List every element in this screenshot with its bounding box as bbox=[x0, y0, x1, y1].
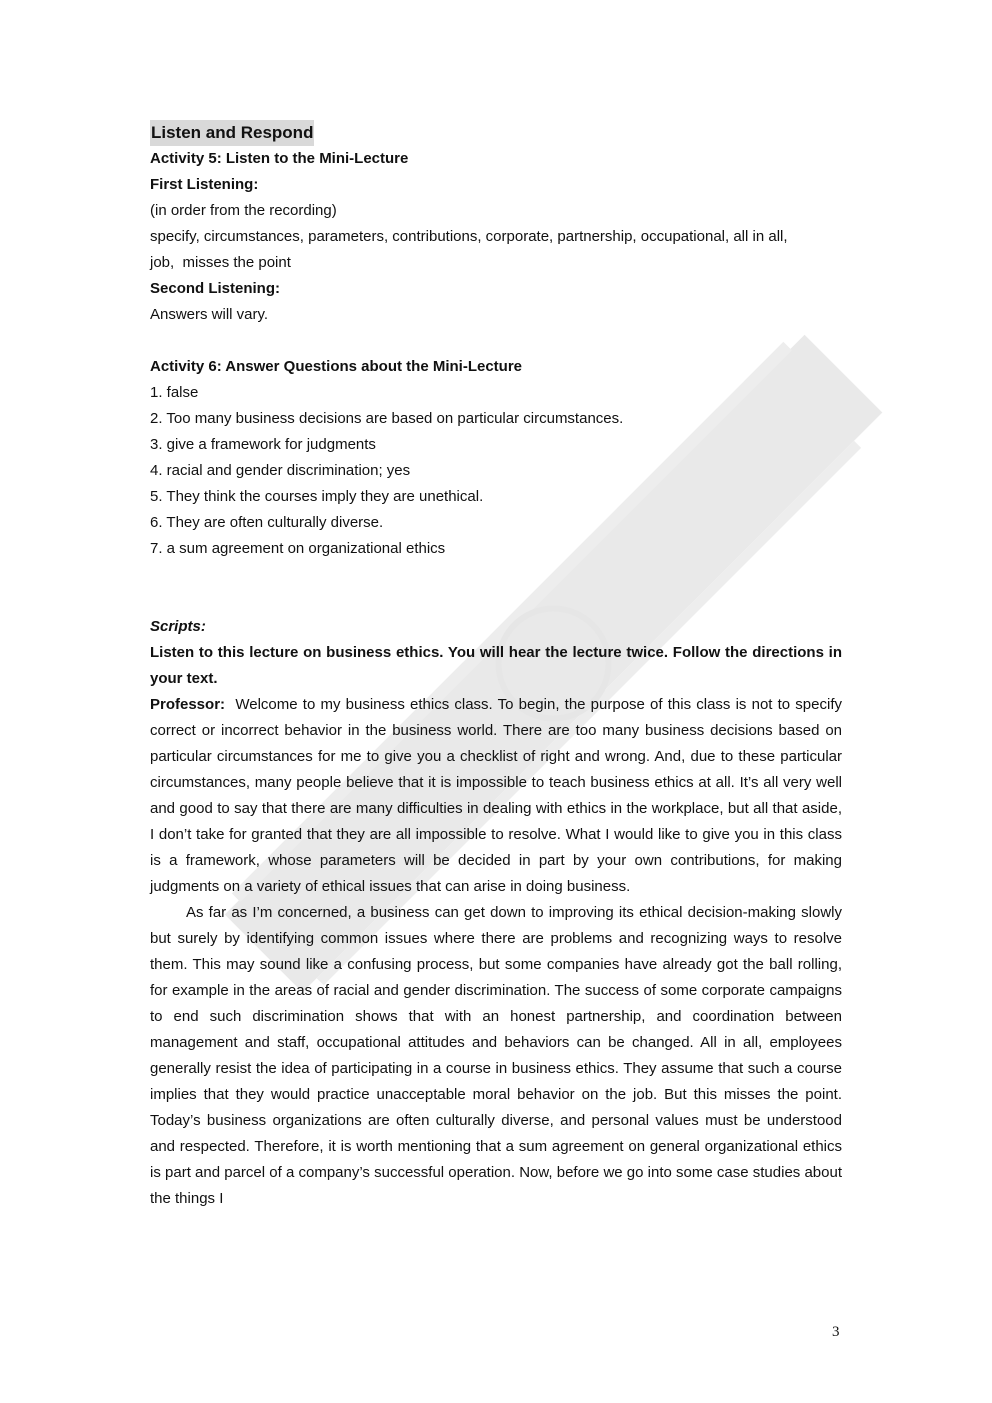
answer-item: 7. a sum agreement on organizational ethics bbox=[150, 540, 446, 557]
first-listening-words-line2: job, misses the point bbox=[150, 254, 291, 271]
spacer bbox=[150, 562, 842, 614]
answer-item: 5. They think the courses imply they are unethical. bbox=[150, 488, 484, 505]
document-body bbox=[150, 120, 842, 1212]
professor-label: Professor: bbox=[150, 696, 226, 713]
page-number: 3 bbox=[832, 1324, 840, 1340]
script-paragraph-2: As far as I’m concerned, a business can get down to improving its ethical decision-making slowly but surely by identifying common issues where there are problems and recognizing ways to resolve them. This may sound like a confusing process, but some companies have already got the ball rolling, for example in the areas of racial and gender discrimination. The success of some corporate campaigns to end such discrimination shows that with an honest partnership, and coordination between management and staff, occupational attitudes and behaviors can be changed. All in all, employees generally resist the idea of participating in a course in business ethics. They assume that such a course implies that they would practice unacceptable moral behavior on the job. But this misses the point. Today’s business organizations are often culturally diverse, and personal values must be understood and respected. Therefore, it is worth mentioning that a sum agreement on general organizational ethics is part and parcel of a company’s successful operation. Now, before we go into some case studies about the things I bbox=[150, 904, 842, 1207]
script-instruction: Listen to this lecture on business ethics. You will hear the lecture twice. Follow the directions in your text. bbox=[150, 644, 842, 687]
activity6-title: Activity 6: Answer Questions about the Mini-Lecture bbox=[150, 358, 522, 375]
second-listening-label: Second Listening: bbox=[150, 280, 281, 297]
first-listening-note: (in order from the recording) bbox=[150, 202, 337, 219]
answer-item: 6. They are often culturally diverse. bbox=[150, 514, 384, 531]
answer-item: 4. racial and gender discrimination; yes bbox=[150, 462, 411, 479]
script-paragraph-1 bbox=[150, 692, 842, 900]
first-listening-words-line1: specify, circumstances, parameters, contributions, corporate, partnership, occupational, all in all, bbox=[150, 228, 788, 245]
paragraph-1-text: Welcome to my business ethics class. To begin, the purpose of this class is not to specify correct or incorrect behavior in the business world. There are too many business decisions based on particular circumstances for me to give you a checklist of right and wrong. And, due to these particular circumstances, many people believe that it is impossible to teach business ethics at all. It’s all very well and good to say that there are many difficulties in dealing with ethics in the workplace, but all that aside, I don’t take for granted that they are all impossible to resolve. What I would like to give you in this class is a framework, whose parameters will be decided in part by your own contributions, for making judgments on a variety of ethical issues that can arise in doing business. bbox=[150, 696, 842, 895]
scripts-label: Scripts: bbox=[150, 618, 206, 635]
spacer bbox=[150, 328, 842, 354]
answer-item: 1. false bbox=[150, 384, 199, 401]
activity5-title: Activity 5: Listen to the Mini-Lecture bbox=[150, 150, 409, 167]
second-listening-answer: Answers will vary. bbox=[150, 306, 269, 323]
answer-item: 2. Too many business decisions are based on particular circumstances. bbox=[150, 410, 624, 427]
first-listening-label: First Listening: bbox=[150, 176, 259, 193]
section-title: Listen and Respond bbox=[150, 120, 314, 146]
answer-item: 3. give a framework for judgments bbox=[150, 436, 376, 453]
